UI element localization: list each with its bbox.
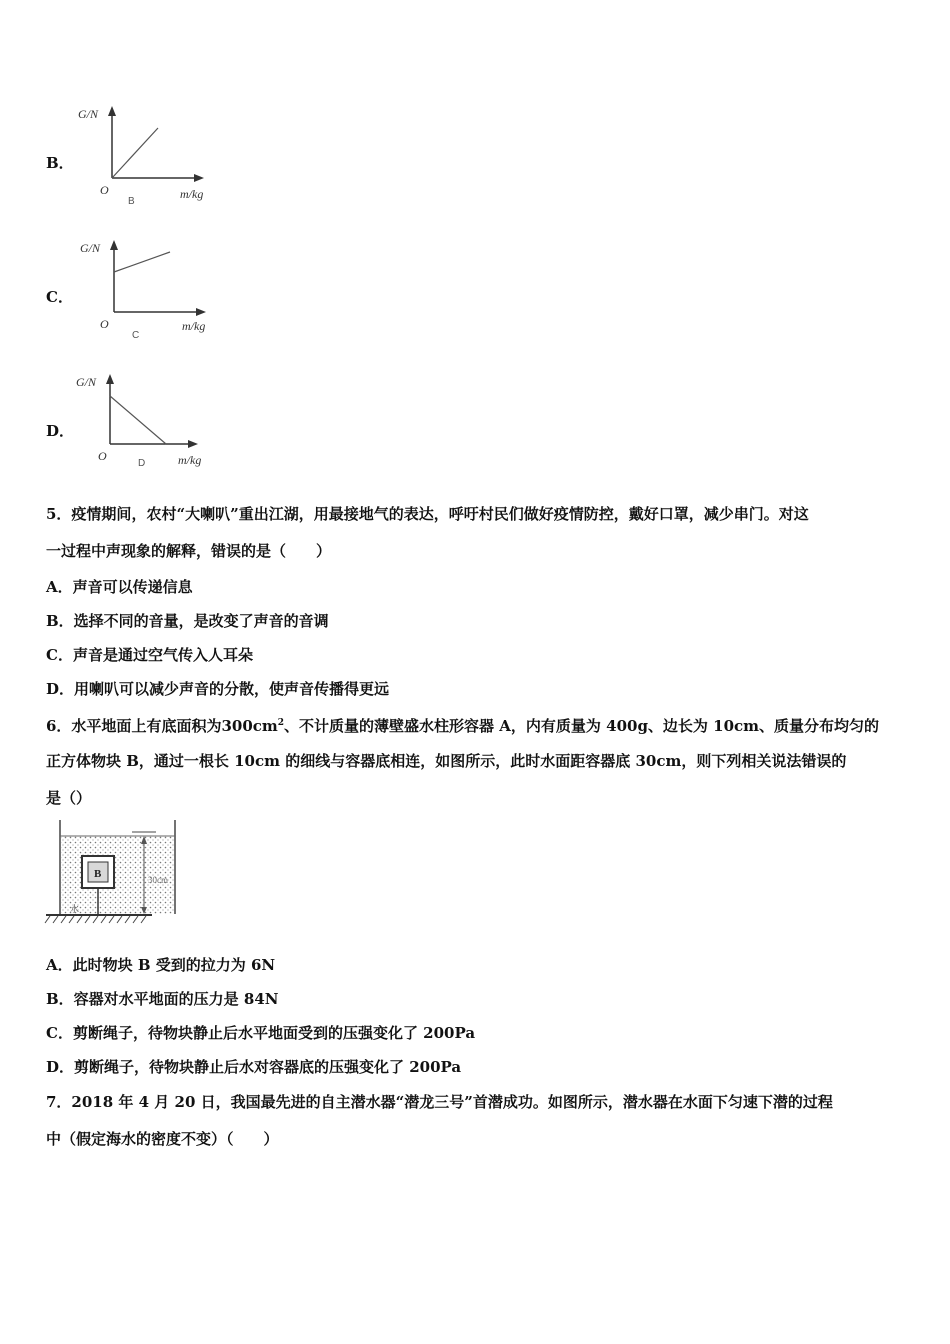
- q6-option-c: C．剪断绳子，待物块静止后水平地面受到的压强变化了 200Pa: [46, 1024, 476, 1042]
- q6-line1-a: 6．水平地面上有底面积为: [46, 717, 222, 735]
- graph-d-x-label: m/kg: [178, 453, 202, 467]
- option-d-label: D．: [46, 422, 75, 440]
- graph-c-x-arrow: [196, 308, 206, 316]
- q6-figure: [44, 816, 204, 934]
- q6-water-label: 水: [70, 905, 80, 915]
- q6-option-d: D．剪断绳子，待物块静止后水对容器底的压强变化了 200Pa: [46, 1058, 462, 1076]
- q6-depth-label: 30cm: [148, 875, 168, 885]
- q6-line1-sup: 2: [277, 718, 285, 728]
- graph-d-y-label: G/N: [76, 375, 97, 389]
- option-c-label: C．: [46, 288, 73, 306]
- q7-line2: 中（假定海水的密度不变）（ ）: [46, 1130, 279, 1148]
- q6-figure-svg: [44, 816, 204, 934]
- graph-b-y-arrow: [108, 106, 116, 116]
- graph-c-curve: [114, 252, 170, 272]
- graph-c-sub: C: [132, 330, 140, 341]
- q6-line1-c: 、不计质量的薄壁盛水柱形容器 A，内有质量为 400g、边长为 10cm、质量分布均匀的: [284, 717, 880, 735]
- q5-option-c: C．声音是通过空气传入人耳朵: [46, 646, 253, 664]
- q5-option-b: B．选择不同的音量，是改变了声音的音调: [46, 612, 329, 630]
- q6-block-label: B: [94, 868, 102, 880]
- q6-ground-hatch: [45, 916, 146, 923]
- graph-b-x-arrow: [194, 174, 204, 182]
- graph-b-sub: B: [128, 196, 135, 207]
- q6-line1-b: 300cm: [221, 717, 278, 735]
- graph-b-svg: [72, 100, 232, 205]
- q6-line1: [46, 712, 916, 737]
- graph-b-curve: [112, 128, 158, 178]
- option-b-label: B．: [46, 154, 74, 172]
- graph-d-x-arrow: [188, 440, 198, 448]
- graph-c-x-label: m/kg: [182, 319, 206, 333]
- graph-d-svg: [70, 368, 230, 473]
- graph-c-svg: [72, 234, 232, 339]
- graph-b: [72, 100, 232, 205]
- q5-option-a: A．声音可以传递信息: [46, 578, 193, 596]
- q6-option-b: B．容器对水平地面的压力是 84N: [46, 990, 279, 1008]
- graph-b-x-label: m/kg: [180, 187, 204, 201]
- graph-b-y-label: G/N: [78, 107, 99, 121]
- q6-line3: 是（）: [46, 789, 92, 807]
- graph-d: [70, 368, 230, 473]
- graph-d-origin: O: [98, 449, 107, 463]
- q6-option-a: A．此时物块 B 受到的拉力为 6N: [46, 956, 276, 974]
- q5-line1: 5．疫情期间，农村“大喇叭”重出江湖，用最接地气的表达，呼吁村民们做好疫情防控，戴好口罩，减少串门。对这: [46, 505, 809, 523]
- graph-d-sub: D: [138, 458, 146, 469]
- graph-c-y-arrow: [110, 240, 118, 250]
- q5-line2: 一过程中声现象的解释，错误的是（ ）: [46, 542, 332, 560]
- graph-b-origin: O: [100, 183, 109, 197]
- graph-d-y-arrow: [106, 374, 114, 384]
- q5-option-d: D．用喇叭可以减少声音的分散，使声音传播得更远: [46, 680, 390, 698]
- graph-c-origin: O: [100, 317, 109, 331]
- graph-c-y-label: G/N: [80, 241, 101, 255]
- graph-d-curve: [110, 396, 166, 444]
- q6-line2: 正方体物块 B，通过一根长 10cm 的细线与容器底相连，如图所示，此时水面距容器底 30cm，则下列相关说法错误的: [46, 752, 847, 770]
- q7-line1: 7．2018 年 4 月 20 日，我国最先进的自主潜水器“潜龙三号”首潜成功。如图所示，潜水器在水面下匀速下潜的过程: [46, 1093, 833, 1111]
- graph-c: [72, 234, 232, 339]
